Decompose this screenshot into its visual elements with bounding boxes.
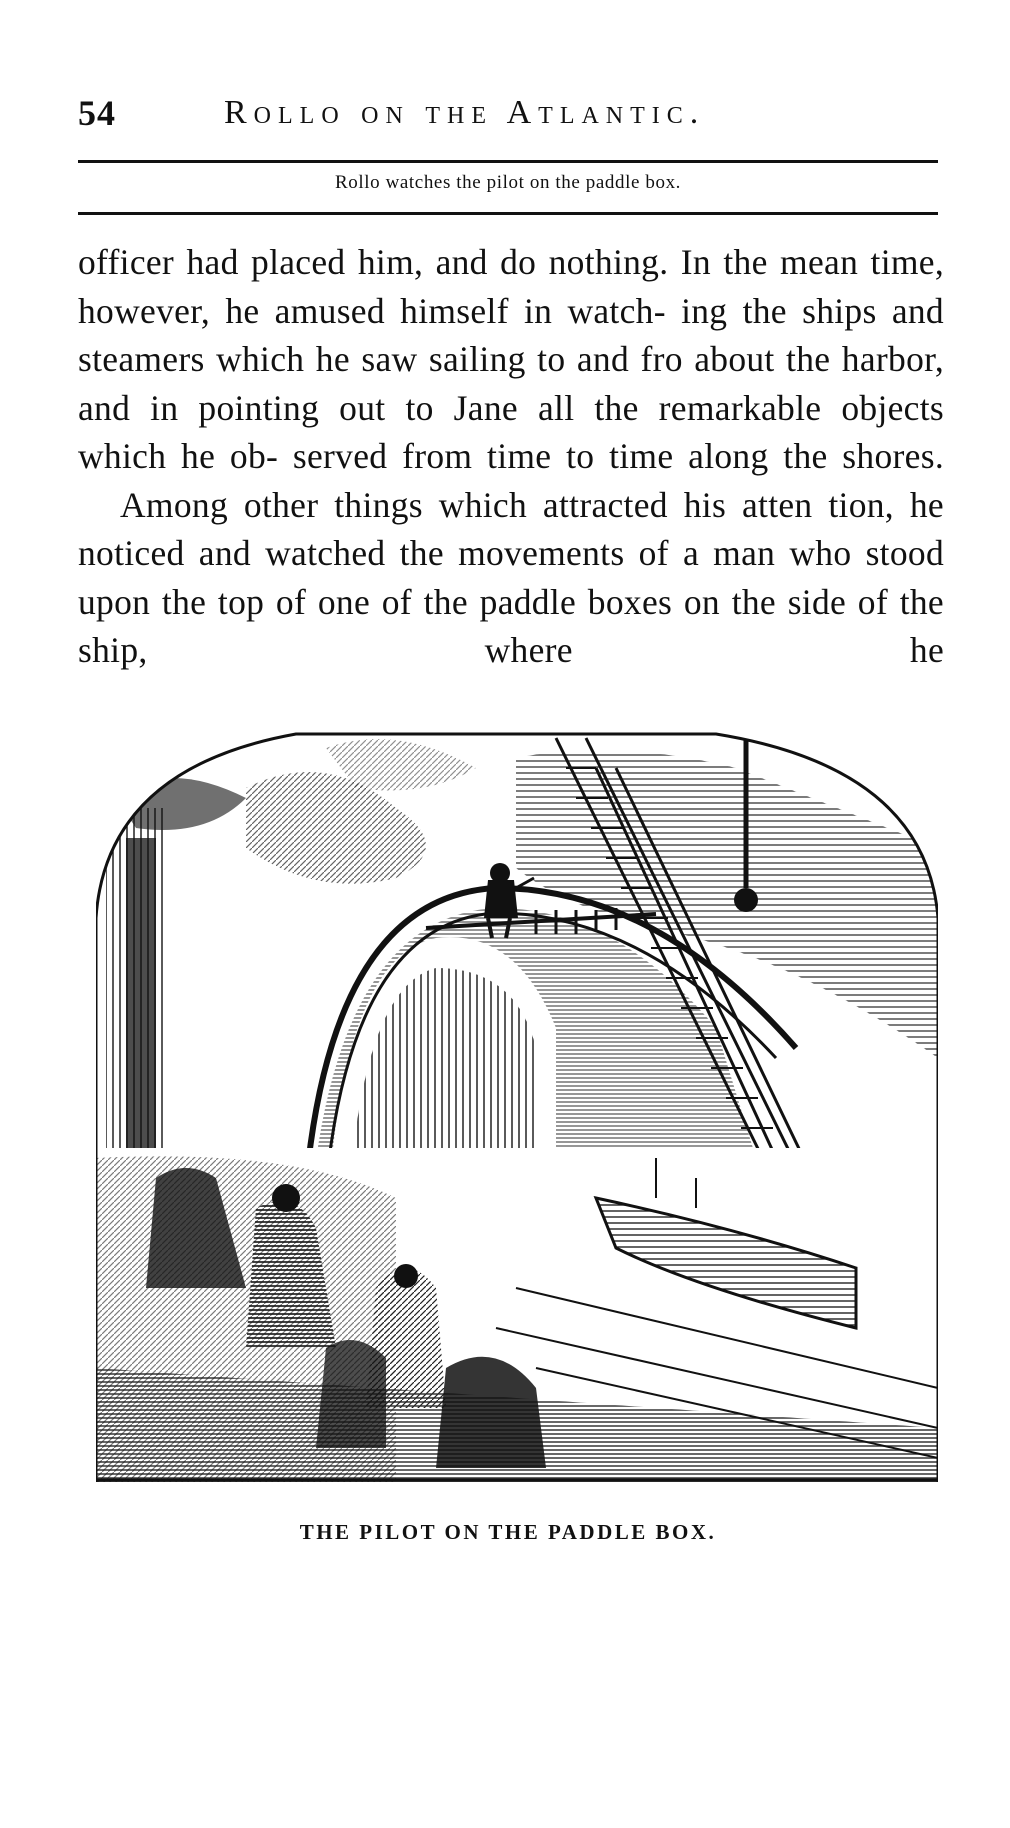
running-head bbox=[78, 90, 938, 142]
page-number: 54 bbox=[78, 93, 116, 133]
engraving-svg bbox=[96, 728, 938, 1482]
header-rule-bottom bbox=[78, 212, 938, 215]
header-rule-top bbox=[78, 160, 938, 163]
figure-caption: THE PILOT ON THE PADDLE BOX. bbox=[299, 1520, 717, 1544]
engraving-illustration bbox=[96, 728, 938, 1482]
paragraph-2: Among other things which attracted his atten tion, he noticed and watched the movements of a man who stood upon the top of one of the paddle boxes on the side of the ship, where he bbox=[78, 484, 944, 670]
running-title: Rollo on the Atlantic. bbox=[224, 94, 706, 131]
paragraph-1: officer had placed him, and do nothing. In the mean time, however, he amused himself in watch- ing the ships and steamers which he saw sailing to and fro about the harbor, and in pointing out to Jane all the remarkable objects which he ob- served from time to time along the shores. bbox=[78, 242, 944, 476]
body-text bbox=[78, 238, 944, 675]
section-subhead: Rollo watches the pilot on the paddle box. bbox=[334, 172, 682, 193]
